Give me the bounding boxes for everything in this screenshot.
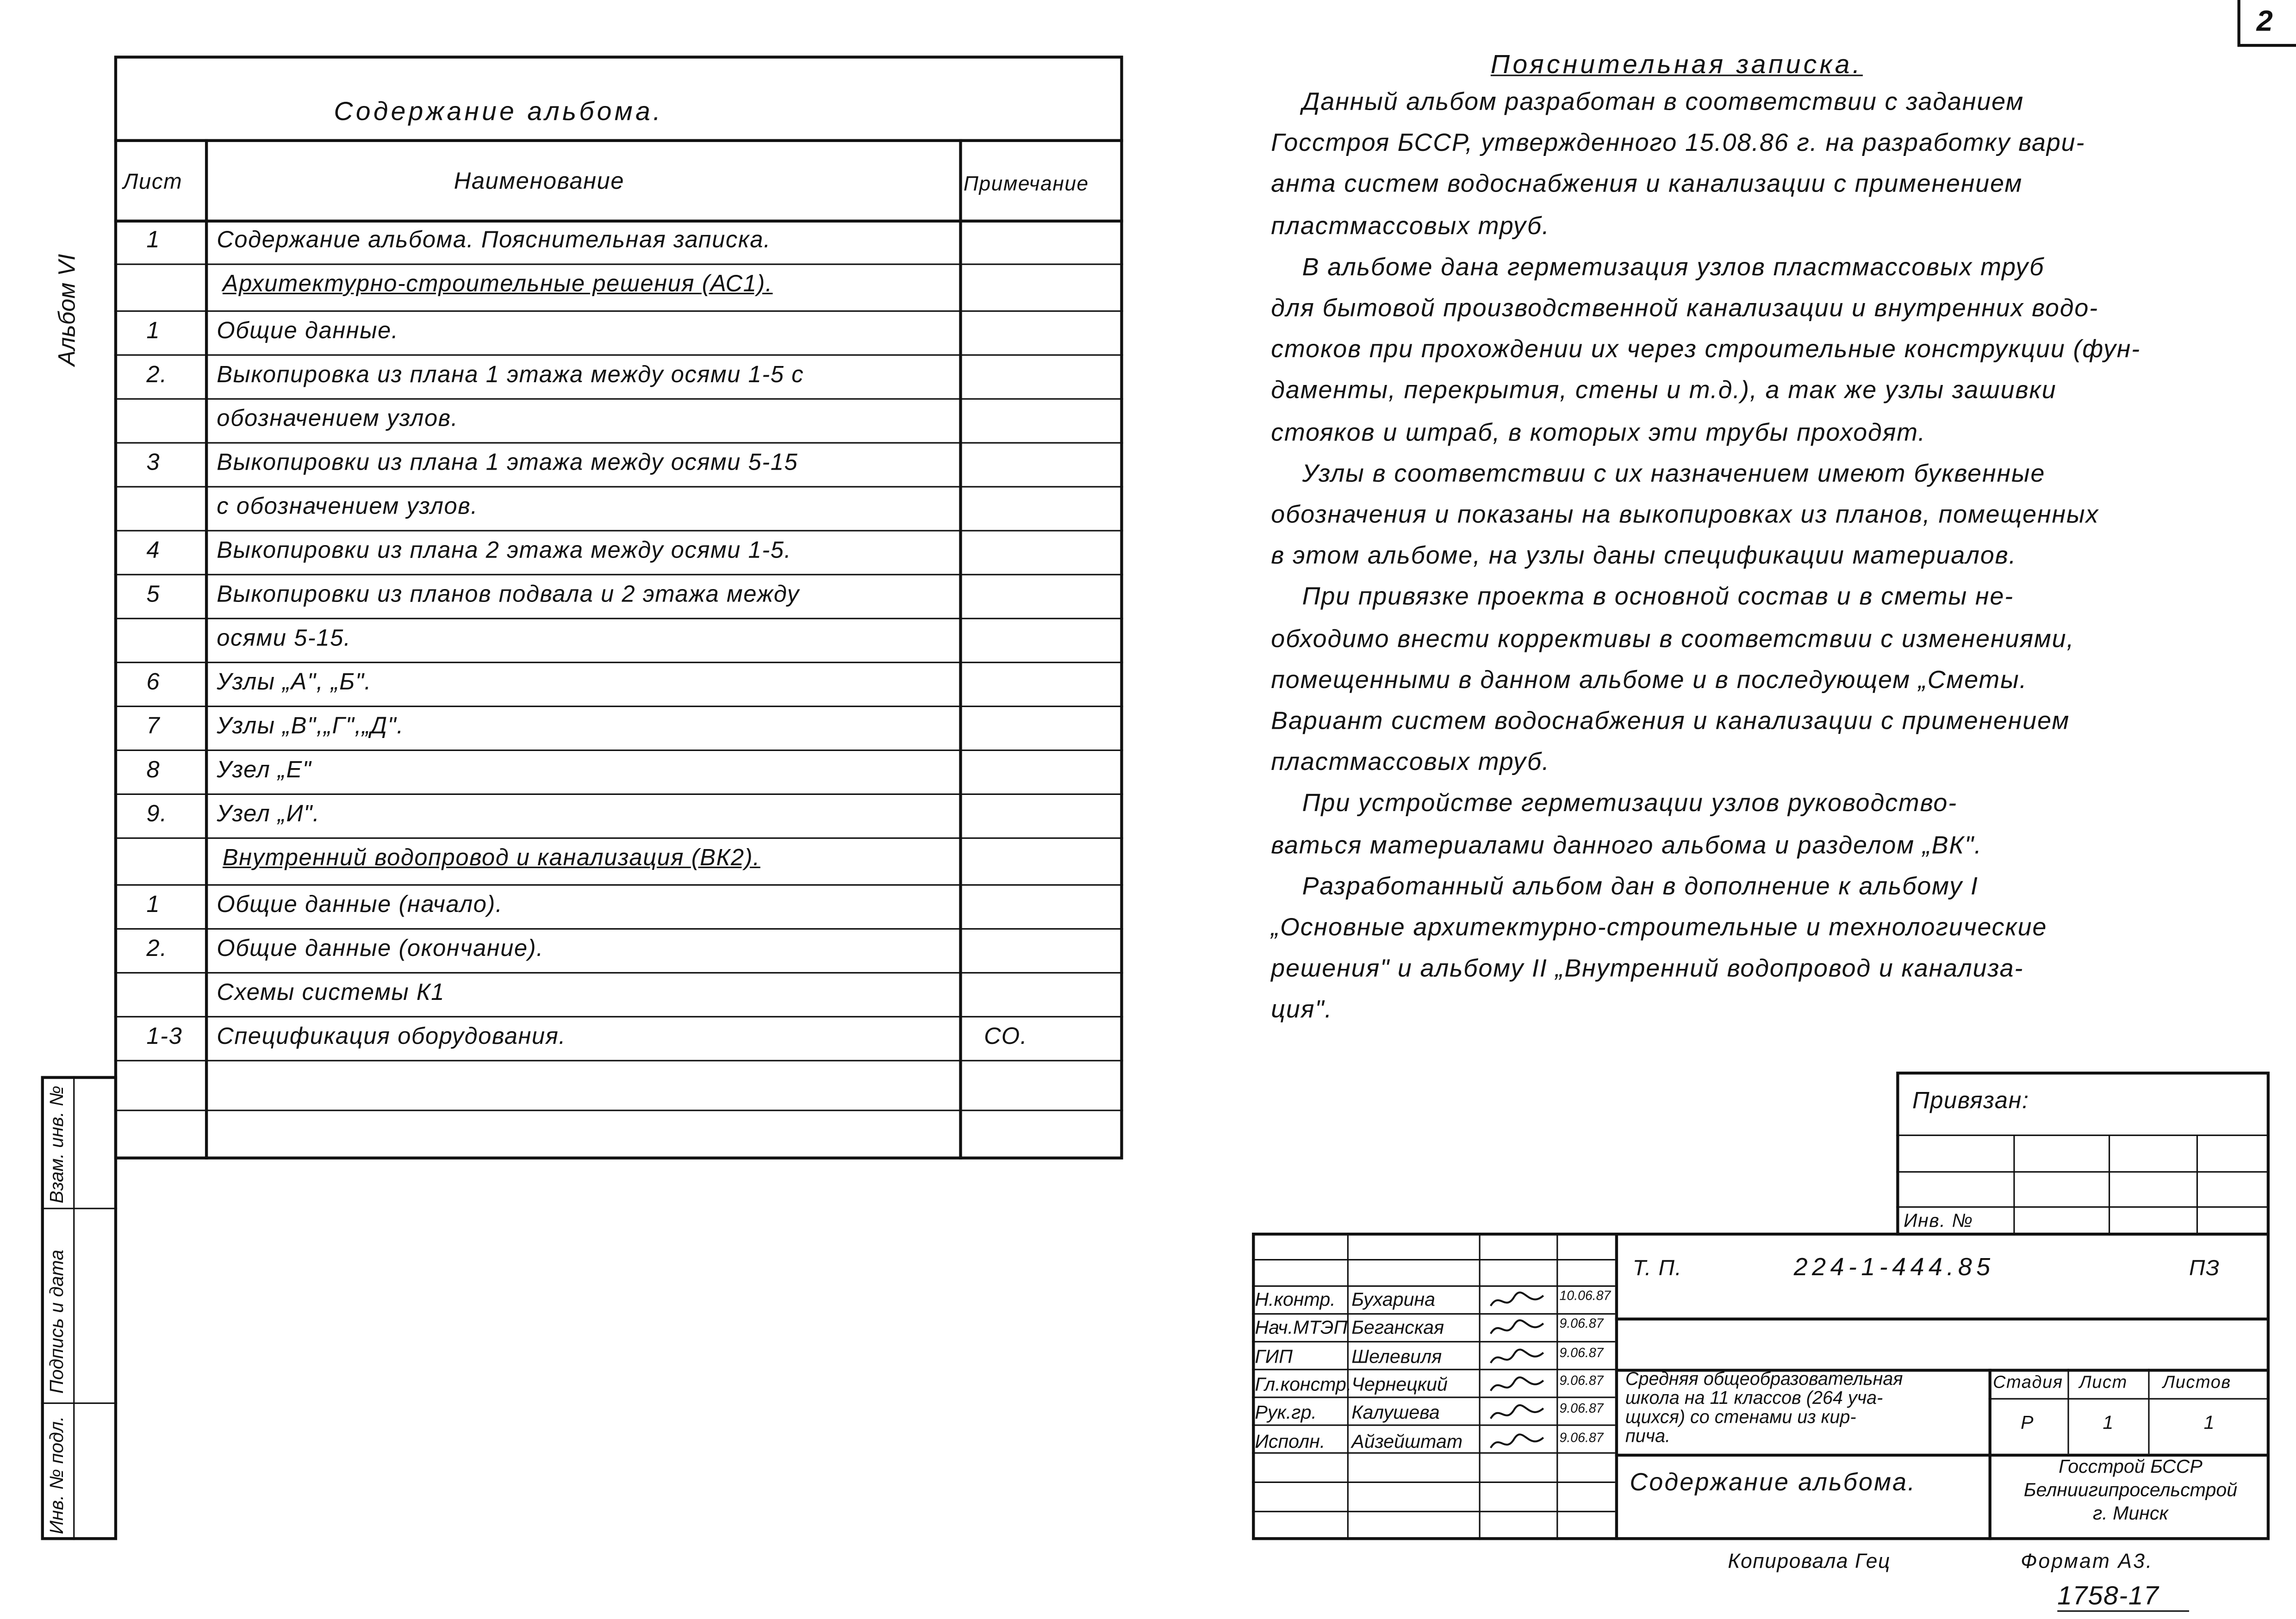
row-sheet: 1-3 bbox=[146, 1024, 183, 1050]
note-line: В альбоме дана герметизация узлов пластмассовых труб bbox=[1271, 253, 2045, 281]
row-name: Выкопировки из планов подвала и 2 этажа между bbox=[217, 583, 800, 608]
signature-icon bbox=[1488, 1376, 1547, 1396]
header-name: Наименование bbox=[454, 170, 625, 195]
person-date: 9.06.87 bbox=[1559, 1373, 1604, 1388]
sheets-header: Листов bbox=[2163, 1371, 2231, 1392]
person-role: ГИП bbox=[1255, 1345, 1293, 1367]
row-name: Спецификация оборудования. bbox=[217, 1024, 566, 1050]
stage-header: Стадия bbox=[1993, 1371, 2063, 1392]
row-name: Выкопировки из плана 1 этажа между осями 5-15 bbox=[217, 451, 798, 476]
stamp-sign: Подпись и дата bbox=[45, 1249, 68, 1394]
row-name: Узел „Е" bbox=[217, 758, 312, 783]
object-line: щихся) со стенами из кир- bbox=[1625, 1407, 1856, 1427]
note-line: анта систем водоснабжения и канализации с применением bbox=[1271, 170, 2023, 198]
note-line: Госстроя БССР, утвержденного 15.08.86 г. на разработку вари- bbox=[1271, 129, 2085, 157]
header-note: Примечание bbox=[963, 171, 1089, 195]
row-name: обозначением узлов. bbox=[217, 407, 459, 432]
row-name: Общие данные. bbox=[217, 319, 399, 344]
row-sheet: 9. bbox=[146, 802, 168, 827]
signature-icon bbox=[1488, 1433, 1547, 1453]
sheet-value: 1 bbox=[2103, 1411, 2114, 1433]
note-body bbox=[1271, 82, 2266, 1031]
row-sheet: 2. bbox=[146, 937, 168, 962]
doc-title: Содержание альбома. bbox=[1630, 1468, 1916, 1496]
row-sheet: 4 bbox=[146, 539, 161, 564]
album-label: Альбом VI bbox=[56, 254, 81, 366]
row-name: Выкопировка из плана 1 этажа между осями 1-5 с bbox=[217, 363, 804, 388]
note-line: Разработанный альбом дан в дополнение к альбому I bbox=[1271, 872, 1979, 900]
note-line: даменты, перекрытия, стены и т.д.), а так же узлы зашивки bbox=[1271, 377, 2057, 405]
note-line: для бытовой производственной канализации и внутренних водо- bbox=[1271, 294, 2099, 323]
person-date: 9.06.87 bbox=[1559, 1429, 1604, 1445]
person-date: 10.06.87 bbox=[1559, 1288, 1611, 1303]
stamp-replace: Взам. инв. № bbox=[45, 1086, 68, 1203]
person-name: Шелевиля bbox=[1351, 1345, 1442, 1367]
row-name: Узел „И". bbox=[217, 802, 320, 827]
row-sheet: 6 bbox=[146, 670, 161, 695]
person-role: Нач.МТЭП bbox=[1255, 1316, 1348, 1339]
org-line: Госстрой БССР bbox=[2059, 1455, 2203, 1477]
row-sheet: 7 bbox=[146, 714, 161, 739]
project-code: 224-1-444.85 bbox=[1793, 1253, 1995, 1281]
signature-icon bbox=[1488, 1404, 1547, 1425]
row-name: Общие данные (начало). bbox=[217, 893, 503, 918]
sheet-header: Лист bbox=[2079, 1371, 2128, 1392]
binding-inv: Инв. № bbox=[1904, 1209, 1973, 1231]
stamp-inv: Инв. № подл. bbox=[45, 1416, 68, 1534]
signature-icon bbox=[1488, 1348, 1547, 1368]
sheets-value: 1 bbox=[2203, 1411, 2215, 1433]
signature-icon bbox=[1488, 1291, 1547, 1312]
person-name: Беганская bbox=[1351, 1316, 1444, 1339]
contents-title: Содержание альбома. bbox=[334, 96, 664, 126]
signature-icon bbox=[1488, 1320, 1547, 1340]
row-sheet: 1 bbox=[146, 319, 161, 344]
organization bbox=[1991, 1455, 2270, 1526]
note-line: помещенными в данном альбоме и в последующем „Сметы. bbox=[1271, 666, 2028, 694]
copied-by: Копировала Гец bbox=[1728, 1549, 1891, 1573]
person-date: 9.06.87 bbox=[1559, 1401, 1604, 1416]
note-line: обозначения и показаны на выкопировках из планов, помещенных bbox=[1271, 501, 2099, 529]
doc-code: ПЗ bbox=[2189, 1256, 2220, 1281]
note-title: Пояснительная записка. bbox=[1490, 50, 1863, 79]
header-sheet: Лист bbox=[123, 170, 183, 195]
person-role: Гл.констр. bbox=[1255, 1373, 1352, 1395]
row-note: СО. bbox=[984, 1024, 1028, 1050]
person-name: Калушева bbox=[1351, 1401, 1440, 1423]
row-sheet: 1 bbox=[146, 228, 161, 254]
note-line: Узлы в соответствии с их назначением имеют буквенные bbox=[1271, 459, 2046, 488]
person-role: Н.контр. bbox=[1255, 1288, 1336, 1310]
note-line: Вариант систем водоснабжения и канализации с применением bbox=[1271, 707, 2070, 735]
person-date: 9.06.87 bbox=[1559, 1316, 1604, 1331]
archive-number: 1758-17 bbox=[2057, 1581, 2159, 1611]
stage-value: Р bbox=[2021, 1411, 2035, 1433]
person-role: Исполн. bbox=[1255, 1429, 1325, 1452]
row-name: с обозначением узлов. bbox=[217, 495, 478, 520]
row-name: Узлы „А", „Б". bbox=[217, 670, 372, 695]
object-line: пича. bbox=[1625, 1426, 1671, 1446]
note-line: „Основные архитектурно-строительные и технологические bbox=[1271, 913, 2047, 942]
row-sheet: 8 bbox=[146, 758, 161, 783]
row-name: Внутренний водопровод и канализация (ВК2). bbox=[222, 846, 760, 871]
row-sheet: 1 bbox=[146, 893, 161, 918]
person-date: 9.06.87 bbox=[1559, 1345, 1604, 1359]
row-name: Выкопировки из плана 2 этажа между осями 1-5. bbox=[217, 539, 792, 564]
note-line: При устройстве герметизации узлов руководство- bbox=[1271, 789, 1958, 818]
note-line: При привязке проекта в основной состав и в сметы не- bbox=[1271, 583, 2014, 611]
row-name: Общие данные (окончание). bbox=[217, 937, 544, 962]
row-name: Содержание альбома. Пояснительная записка. bbox=[217, 228, 771, 254]
object-line: Средняя общеобразовательная bbox=[1625, 1369, 1903, 1389]
object-line: школа на 11 классов (264 уча- bbox=[1625, 1388, 1883, 1408]
note-line: обходимо внести коррективы в соответствии с изменениями, bbox=[1271, 624, 2075, 652]
note-line: пластмассовых труб. bbox=[1271, 211, 1550, 240]
binding-label: Привязан: bbox=[1912, 1089, 2029, 1114]
person-name: Айзейштат bbox=[1351, 1429, 1463, 1452]
note-line: в этом альбоме, на узлы даны спецификации материалов. bbox=[1271, 542, 2017, 570]
org-line: г. Минск bbox=[2093, 1502, 2168, 1524]
row-sheet: 5 bbox=[146, 583, 161, 608]
row-sheet: 2. bbox=[146, 363, 168, 388]
note-line: ваться материалами данного альбома и разделом „ВК". bbox=[1271, 831, 1982, 859]
row-name: осями 5-15. bbox=[217, 627, 351, 651]
note-line: Данный альбом разработан в соответствии с заданием bbox=[1271, 87, 2024, 116]
object-description bbox=[1625, 1370, 1903, 1446]
note-line: стоков при прохождении их через строительные конструкции (фун- bbox=[1271, 335, 2141, 364]
person-name: Бухарина bbox=[1351, 1288, 1435, 1310]
row-name: Архитектурно-строительные решения (АС1). bbox=[222, 272, 773, 298]
tp-label: Т. П. bbox=[1632, 1256, 1682, 1281]
page-number: 2 bbox=[2256, 6, 2274, 38]
format-label: Формат А3. bbox=[2021, 1549, 2153, 1573]
person-role: Рук.гр. bbox=[1255, 1401, 1317, 1423]
note-line: стояков и штраб, в которых эти трубы проходят. bbox=[1271, 418, 1926, 446]
note-line: ция". bbox=[1271, 996, 1333, 1024]
row-name: Схемы системы К1 bbox=[217, 980, 445, 1006]
note-line: пластмассовых труб. bbox=[1271, 748, 1550, 776]
row-sheet: 3 bbox=[146, 451, 161, 476]
org-line: Белниигипросельстрой bbox=[2023, 1478, 2238, 1501]
row-name: Узлы „В",„Г",„Д". bbox=[217, 714, 404, 739]
note-line: решения" и альбому II „Внутренний водопровод и канализа- bbox=[1271, 955, 2024, 983]
person-name: Чернецкий bbox=[1351, 1373, 1448, 1395]
